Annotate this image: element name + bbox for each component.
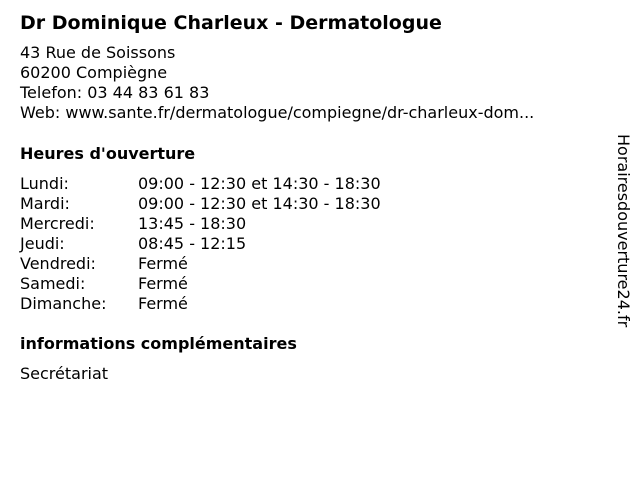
hours-row xyxy=(20,214,381,234)
hours-time: 08:45 - 12:15 xyxy=(138,234,247,253)
phone-number: Telefon: 03 44 83 61 83 xyxy=(20,83,210,102)
watermark-text: Horairesdouverture24.fr xyxy=(614,134,633,328)
hours-row xyxy=(20,234,381,254)
hours-day: Samedi: xyxy=(20,274,86,293)
additional-info-heading: informations complémentaires xyxy=(20,334,297,353)
address-block xyxy=(20,43,534,123)
additional-info-text: Secrétariat xyxy=(20,364,109,383)
website-link: Web: www.sante.fr/dermatologue/compiegne/dr-charleux-dom... xyxy=(20,103,535,122)
hours-time: 09:00 - 12:30 et 14:30 - 18:30 xyxy=(138,194,381,213)
hours-row xyxy=(20,174,381,194)
hours-day: Jeudi: xyxy=(20,234,65,253)
opening-hours-heading: Heures d'ouverture xyxy=(20,144,196,163)
hours-row xyxy=(20,294,381,314)
hours-day: Dimanche: xyxy=(20,294,107,313)
hours-row xyxy=(20,254,381,274)
hours-time: 09:00 - 12:30 et 14:30 - 18:30 xyxy=(138,174,381,193)
hours-day: Lundi: xyxy=(20,174,69,193)
hours-time: Fermé xyxy=(138,294,188,313)
hours-row xyxy=(20,274,381,294)
hours-row xyxy=(20,194,381,214)
page-title: Dr Dominique Charleux - Dermatologue xyxy=(20,12,442,34)
street-address: 43 Rue de Soissons xyxy=(20,43,176,62)
hours-day: Mardi: xyxy=(20,194,70,213)
hours-day: Mercredi: xyxy=(20,214,95,233)
opening-hours-table xyxy=(20,174,381,314)
hours-time: Fermé xyxy=(138,274,188,293)
hours-day: Vendredi: xyxy=(20,254,96,273)
hours-time: 13:45 - 18:30 xyxy=(138,214,247,233)
hours-time: Fermé xyxy=(138,254,188,273)
city-postal: 60200 Compiègne xyxy=(20,63,168,82)
